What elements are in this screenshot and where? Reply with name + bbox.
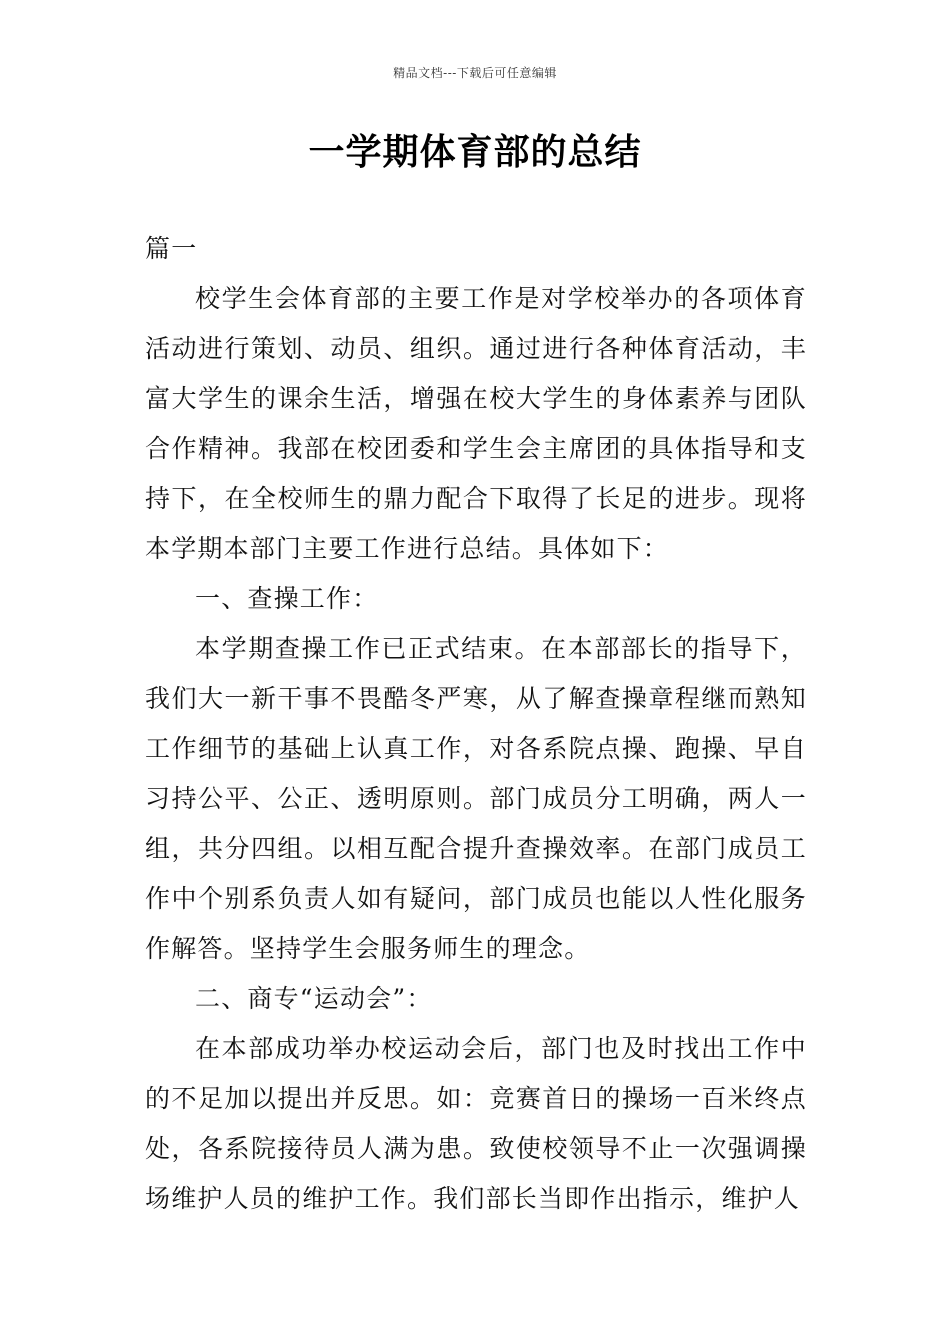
section-heading: 一、查操工作： bbox=[195, 584, 379, 613]
section-label: 篇一 bbox=[145, 234, 198, 263]
body-paragraph: 校学生会体育部的主要工作是对学校举办的各项体育活动进行策划、动员、组织。通过进行各种体育活动，丰富大学生的课余生活，增强在校大学生的身体素养与团队合作精神。我部在校团委和学生会主席团的具体指导和支持下，在全校师生的鼎力配合下取得了长足的进步。现将本学期本部门主要工作进行总结。具体如下： bbox=[145, 284, 807, 563]
body-paragraph: 在本部成功举办校运动会后，部门也及时找出工作中的不足加以提出并反思。如：竞赛首日的操场一百米终点处，各系院接待员人满为患。致使校领导不止一次强调操场维护人员的维护工作。我们部长当即作出指示，维护人 bbox=[145, 1034, 807, 1213]
header-note: 精品文档---下载后可任意编辑 bbox=[393, 66, 557, 80]
section-heading: 二、商专“运动会”： bbox=[195, 984, 433, 1013]
body-paragraph: 本学期查操工作已正式结束。在本部部长的指导下，我们大一新干事不畏酷冬严寒，从了解查操章程继而熟知工作细节的基础上认真工作，对各系院点操、跑操、早自习持公平、公正、透明原则。部门成员分工明确，两人一组，共分四组。以相互配合提升查操效率。在部门成员工作中个别系负责人如有疑问，部门成员也能以人性化服务作解答。坚持学生会服务师生的理念。 bbox=[145, 634, 807, 963]
document-body bbox=[145, 224, 807, 1224]
document-title: 一学期体育部的总结 bbox=[308, 132, 642, 173]
